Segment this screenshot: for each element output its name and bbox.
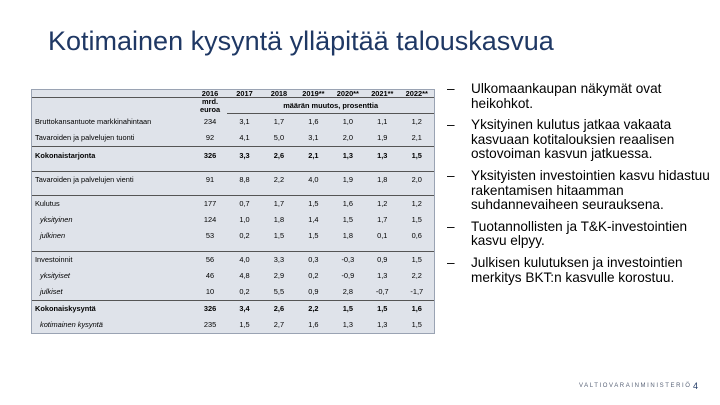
- table-cell: [331, 188, 365, 196]
- table-cell: 1,5: [411, 320, 422, 330]
- table-cell: [331, 164, 365, 172]
- table-cell: 1,1: [377, 117, 388, 127]
- table-cell: 0,2: [308, 271, 319, 280]
- table-cell: 1,3: [342, 320, 353, 330]
- bullet-text: Julkisen kulutuksen ja investointien merkitys BKT:n kasvulle korostuu.: [471, 254, 683, 285]
- row-label: Investoinnit: [32, 251, 193, 268]
- table-cell: 3,3: [262, 251, 296, 268]
- table-cell: [262, 244, 296, 252]
- table-cell: 1,0: [342, 117, 353, 127]
- table-cell: [400, 244, 434, 252]
- bullet-item: [447, 169, 717, 213]
- table-cell: 1,6: [308, 117, 319, 127]
- table-cell: -0,9: [341, 271, 355, 280]
- row-label: [32, 244, 193, 252]
- table-cell: 1,4: [308, 215, 319, 225]
- table-cell: 1,7: [273, 117, 285, 127]
- col-header: 2021**: [365, 90, 399, 98]
- table-cell: 1,8: [273, 215, 285, 225]
- bullet-dash-icon: –: [447, 167, 455, 183]
- table-cell: [365, 164, 399, 172]
- table-subheader: määrän muutos, prosenttia: [227, 98, 434, 113]
- table-cell: 1,5: [296, 195, 330, 212]
- table-cell: 177: [193, 195, 227, 212]
- col-header: 2016: [193, 90, 227, 98]
- table-cell: 2,1: [411, 133, 422, 143]
- table-cell: 56: [193, 251, 227, 268]
- table-row: [32, 171, 434, 188]
- bullet-text: Yksityinen kulutus jatkaa vakaata kasvuaan kotitalouksien reaalisen ostovoiman kasvun jatkuessa.: [471, 117, 675, 162]
- table-cell: [193, 188, 227, 196]
- table-cell: 1,8: [365, 171, 399, 188]
- table-spacer-row: [32, 188, 434, 196]
- col-header: 2018: [262, 90, 296, 98]
- bullet-dash-icon: –: [447, 254, 455, 270]
- forecast-table-panel: [31, 89, 435, 334]
- table-cell: 2,0: [400, 171, 434, 188]
- table-cell: -1,7: [410, 287, 424, 296]
- table-cell: [296, 164, 330, 172]
- table-cell: 1,9: [377, 133, 388, 143]
- bullet-item: [447, 256, 717, 285]
- table-cell: 1,2: [411, 117, 422, 127]
- slide-title: Kotimainen kysyntä ylläpitää talouskasvua: [48, 26, 554, 56]
- table-row: [32, 284, 434, 301]
- row-label: [32, 164, 193, 172]
- table-spacer-row: [32, 244, 434, 252]
- table-cell: 3,3: [227, 147, 261, 164]
- table-cell: 2,7: [273, 320, 285, 330]
- table-cell: 4,0: [227, 251, 261, 268]
- row-label: yksityiset: [40, 271, 70, 280]
- table-cell: 1,6: [308, 320, 319, 330]
- table-cell: 1,5: [331, 300, 365, 317]
- table-cell: 1,5: [411, 215, 422, 225]
- table-cell: 0,1: [377, 231, 388, 240]
- table-cell: [365, 244, 399, 252]
- table-cell: [193, 164, 227, 172]
- table-cell: 3,1: [308, 133, 319, 143]
- row-label: Bruttokansantuote markkinahintaan: [35, 116, 152, 126]
- table-row: [32, 251, 434, 268]
- table-cell: 8,8: [227, 171, 261, 188]
- bullet-text: Tuotannollisten ja T&K-investointien kasvu elpyy.: [471, 218, 688, 249]
- table-cell: 3,4: [227, 300, 261, 317]
- table-cell: [193, 244, 227, 252]
- table-spacer-row: [32, 164, 434, 172]
- table-cell: 2,8: [342, 287, 353, 296]
- table-cell: 0,2: [239, 231, 250, 240]
- table-cell: [227, 244, 261, 252]
- table-cell: 5,5: [273, 287, 285, 296]
- bullet-text: Ulkomaankaupan näkymät ovat heikohkot.: [471, 81, 662, 111]
- table-cell: 2,0: [342, 133, 353, 143]
- table-cell: [262, 164, 296, 172]
- row-label: Tavaroiden ja palvelujen vienti: [32, 171, 193, 188]
- bullet-list: [447, 82, 717, 292]
- table-row: [32, 212, 434, 228]
- table-cell: 1,3: [365, 147, 399, 164]
- bullet-item: [447, 220, 717, 249]
- bullet-dash-icon: –: [447, 117, 455, 133]
- table-cell: [296, 188, 330, 196]
- table-header-row: [32, 90, 434, 98]
- table-body: [32, 113, 434, 333]
- row-label: [32, 188, 193, 196]
- table-subheader-row: [32, 98, 434, 113]
- table-cell: 0,2: [239, 287, 250, 296]
- table-row: [32, 130, 434, 147]
- table-row: [32, 317, 434, 333]
- table-cell: 5,0: [273, 133, 285, 143]
- footer-logo-text: VALTIOVARAINMINISTERIÖ: [579, 383, 692, 389]
- table-cell: -0,3: [331, 251, 365, 268]
- row-label: Kokonaiskysyntä: [32, 300, 193, 317]
- table-row: [32, 113, 434, 130]
- bullet-dash-icon: –: [447, 218, 455, 234]
- table-cell: 46: [205, 271, 215, 280]
- table-corner: [32, 90, 193, 98]
- table-cell: 1,5: [400, 251, 434, 268]
- table-cell: 1,5: [308, 231, 319, 240]
- table-cell: 1,0: [239, 215, 250, 225]
- table-cell: 234: [203, 116, 217, 126]
- table-cell: 1,8: [342, 231, 353, 240]
- row-label: julkiset: [40, 287, 63, 296]
- table-cell: 326: [193, 300, 227, 317]
- table-cell: [331, 244, 365, 252]
- bullet-item: [447, 82, 717, 111]
- table-cell: 4,1: [239, 133, 250, 143]
- forecast-table: [32, 90, 434, 333]
- table-cell: 326: [193, 147, 227, 164]
- table-cell: 1,5: [342, 215, 353, 225]
- table-cell: 2,6: [262, 147, 296, 164]
- table-cell: 1,7: [262, 195, 296, 212]
- table-cell: [400, 164, 434, 172]
- bullet-text: Yksityisten investointien kasvu hidastuu rakentamisen hitaamman suhdannevaiheen seurauksena.: [471, 167, 710, 213]
- row-label: Tavaroiden ja palvelujen tuonti: [35, 133, 135, 143]
- col-header: 2020**: [331, 90, 365, 98]
- table-cell: 1,2: [365, 195, 399, 212]
- table-cell: 0,6: [411, 231, 422, 240]
- table-cell: 2,6: [262, 300, 296, 317]
- table-row: [32, 268, 434, 284]
- unit-label: mrd. euroa: [199, 97, 221, 114]
- bullet-dash-icon: –: [447, 81, 455, 96]
- bullet-item: [447, 118, 717, 162]
- table-cell: 1,9: [331, 171, 365, 188]
- table-cell: [262, 188, 296, 196]
- table-cell: 91: [193, 171, 227, 188]
- table-cell: 0,9: [365, 251, 399, 268]
- table-row: [32, 300, 434, 317]
- col-header: 2017: [227, 90, 261, 98]
- col-header: 2022**: [400, 90, 434, 98]
- table-cell: 4,8: [239, 271, 250, 280]
- table-cell: 2,9: [273, 271, 285, 280]
- table-cell: 2,2: [262, 171, 296, 188]
- table-cell: 1,6: [400, 300, 434, 317]
- table-cell: 0,3: [296, 251, 330, 268]
- table-cell: 4,0: [296, 171, 330, 188]
- row-label: Kulutus: [32, 195, 193, 212]
- table-cell: 2,2: [296, 300, 330, 317]
- table-cell: 53: [205, 231, 215, 240]
- table-cell: [365, 188, 399, 196]
- table-cell: 0,9: [308, 287, 319, 296]
- table-cell: 10: [205, 287, 215, 296]
- table-cell: 2,2: [411, 271, 422, 280]
- table-cell: [227, 188, 261, 196]
- table-cell: 1,3: [377, 320, 388, 330]
- table-cell: [227, 164, 261, 172]
- table-cell: 1,5: [273, 231, 285, 240]
- table-cell: 1,6: [331, 195, 365, 212]
- col-header: 2019**: [296, 90, 330, 98]
- table-cell: 1,5: [239, 320, 250, 330]
- row-label: yksityinen: [40, 215, 73, 225]
- table-cell: 1,3: [331, 147, 365, 164]
- table-cell: 0,7: [227, 195, 261, 212]
- table-cell: 124: [203, 215, 217, 225]
- table-cell: 1,7: [377, 215, 388, 225]
- table-cell: 92: [205, 133, 215, 143]
- table-cell: 3,1: [239, 117, 250, 127]
- table-cell: 1,5: [365, 300, 399, 317]
- table-row: [32, 147, 434, 164]
- row-label: julkinen: [40, 231, 66, 240]
- table-row: [32, 228, 434, 244]
- table-cell: 2,1: [296, 147, 330, 164]
- table-cell: [296, 244, 330, 252]
- table-cell: 235: [203, 320, 217, 330]
- row-label: Kokonaistarjonta: [32, 147, 193, 164]
- table-cell: 1,3: [377, 271, 388, 280]
- table-cell: [400, 188, 434, 196]
- row-label: kotimainen kysyntä: [40, 320, 103, 330]
- table-cell: 1,5: [400, 147, 434, 164]
- table-cell: -0,7: [375, 287, 389, 296]
- table-row: [32, 195, 434, 212]
- table-cell: 1,2: [400, 195, 434, 212]
- page-number: 4: [693, 381, 699, 391]
